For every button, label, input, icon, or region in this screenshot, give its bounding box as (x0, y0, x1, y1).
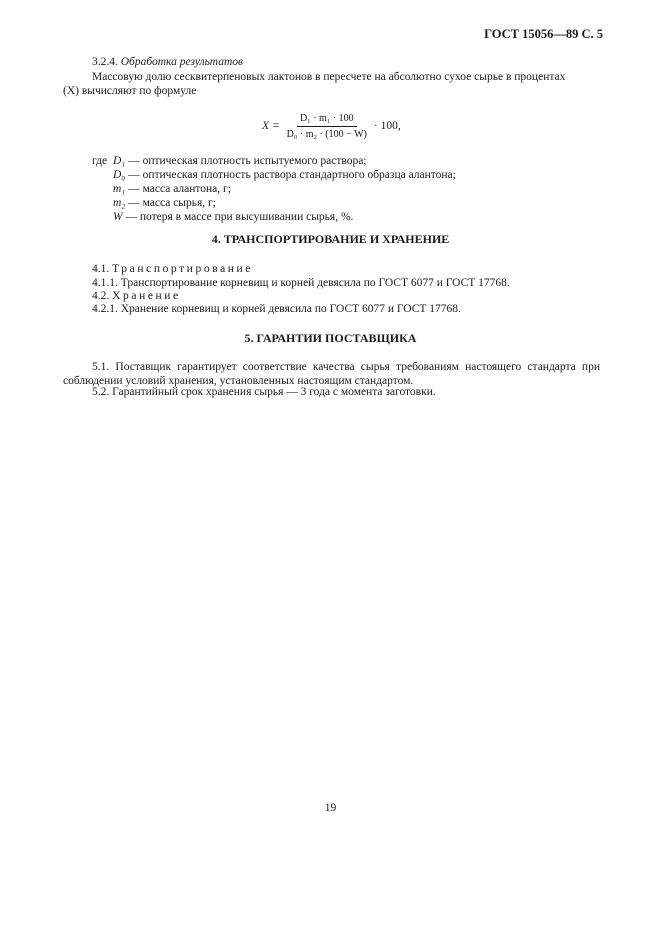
section-number: 3.2.4. (92, 56, 118, 68)
where-text: — оптическая плотность испытуемого раствора; (128, 155, 367, 167)
subsection-title: Транспортирование (112, 263, 254, 275)
paragraph-5-2: 5.2. Гарантийный срок хранения сырья — 3 года с момента заготовки. (92, 386, 436, 398)
section-3-2-4-title (92, 55, 243, 69)
formula-lhs: X = (262, 120, 280, 132)
paragraph-5-1: 5.1. Поставщик гарантирует соответствие качества сырья требованиям настоящего стандарта при соблюдении условий хранения, установленных настоящим стандартом. (63, 361, 600, 387)
formula-fraction (284, 113, 370, 140)
where-item (113, 182, 231, 196)
where-item (113, 196, 216, 210)
section-title: Обработка результатов (120, 56, 243, 68)
where-symbol: D₁ (113, 155, 126, 167)
paragraph-line: (X) вычисляют по формуле (63, 85, 197, 97)
subsection-4-2 (92, 289, 181, 303)
where-symbol: D₀ (113, 169, 126, 181)
paragraph-4-1-1: 4.1.1. Транспортирование корневищ и корней девясила по ГОСТ 6077 и ГОСТ 17768. (92, 277, 510, 289)
where-item (113, 154, 367, 168)
formula (262, 106, 401, 146)
subsection-4-1 (92, 262, 253, 276)
where-intro: где (92, 155, 108, 167)
where-text: — оптическая плотность раствора стандартного образца алантона; (128, 169, 456, 181)
where-symbol: m₁ (113, 183, 126, 195)
where-text: — масса сырья, г; (128, 197, 216, 209)
document-header: ГОСТ 15056—89 С. 5 (484, 27, 603, 41)
formula-numerator: D₁ · m₁ · 100 (297, 113, 357, 127)
where-text: — масса алантона, г; (128, 183, 231, 195)
section-4-heading: 4. ТРАНСПОРТИРОВАНИЕ И ХРАНЕНИЕ (211, 232, 450, 246)
subsection-number: 4.2. (92, 290, 110, 302)
where-symbol: m₂ (113, 197, 126, 209)
subsection-number: 4.1. (92, 263, 110, 275)
formula-rhs: · 100, (373, 120, 401, 132)
page-number: 19 (324, 802, 337, 814)
where-text: — потеря в массе при высушивании сырья, %. (125, 211, 354, 223)
subsection-title: Хранение (112, 290, 181, 302)
where-symbol: W (113, 211, 123, 223)
formula-denominator: D₀ · m₂ · (100 − W) (286, 128, 367, 140)
section-5-heading: 5. ГАРАНТИИ ПОСТАВЩИКА (244, 331, 417, 345)
where-item (113, 210, 353, 224)
where-item (113, 168, 456, 182)
paragraph-4-2-1: 4.2.1. Хранение корневищ и корней девясила по ГОСТ 6077 и ГОСТ 17768. (92, 303, 461, 315)
paragraph-line: Массовую долю сесквитерпеновых лактонов в пересчете на абсолютно сухое сырье в процентах (92, 71, 566, 83)
